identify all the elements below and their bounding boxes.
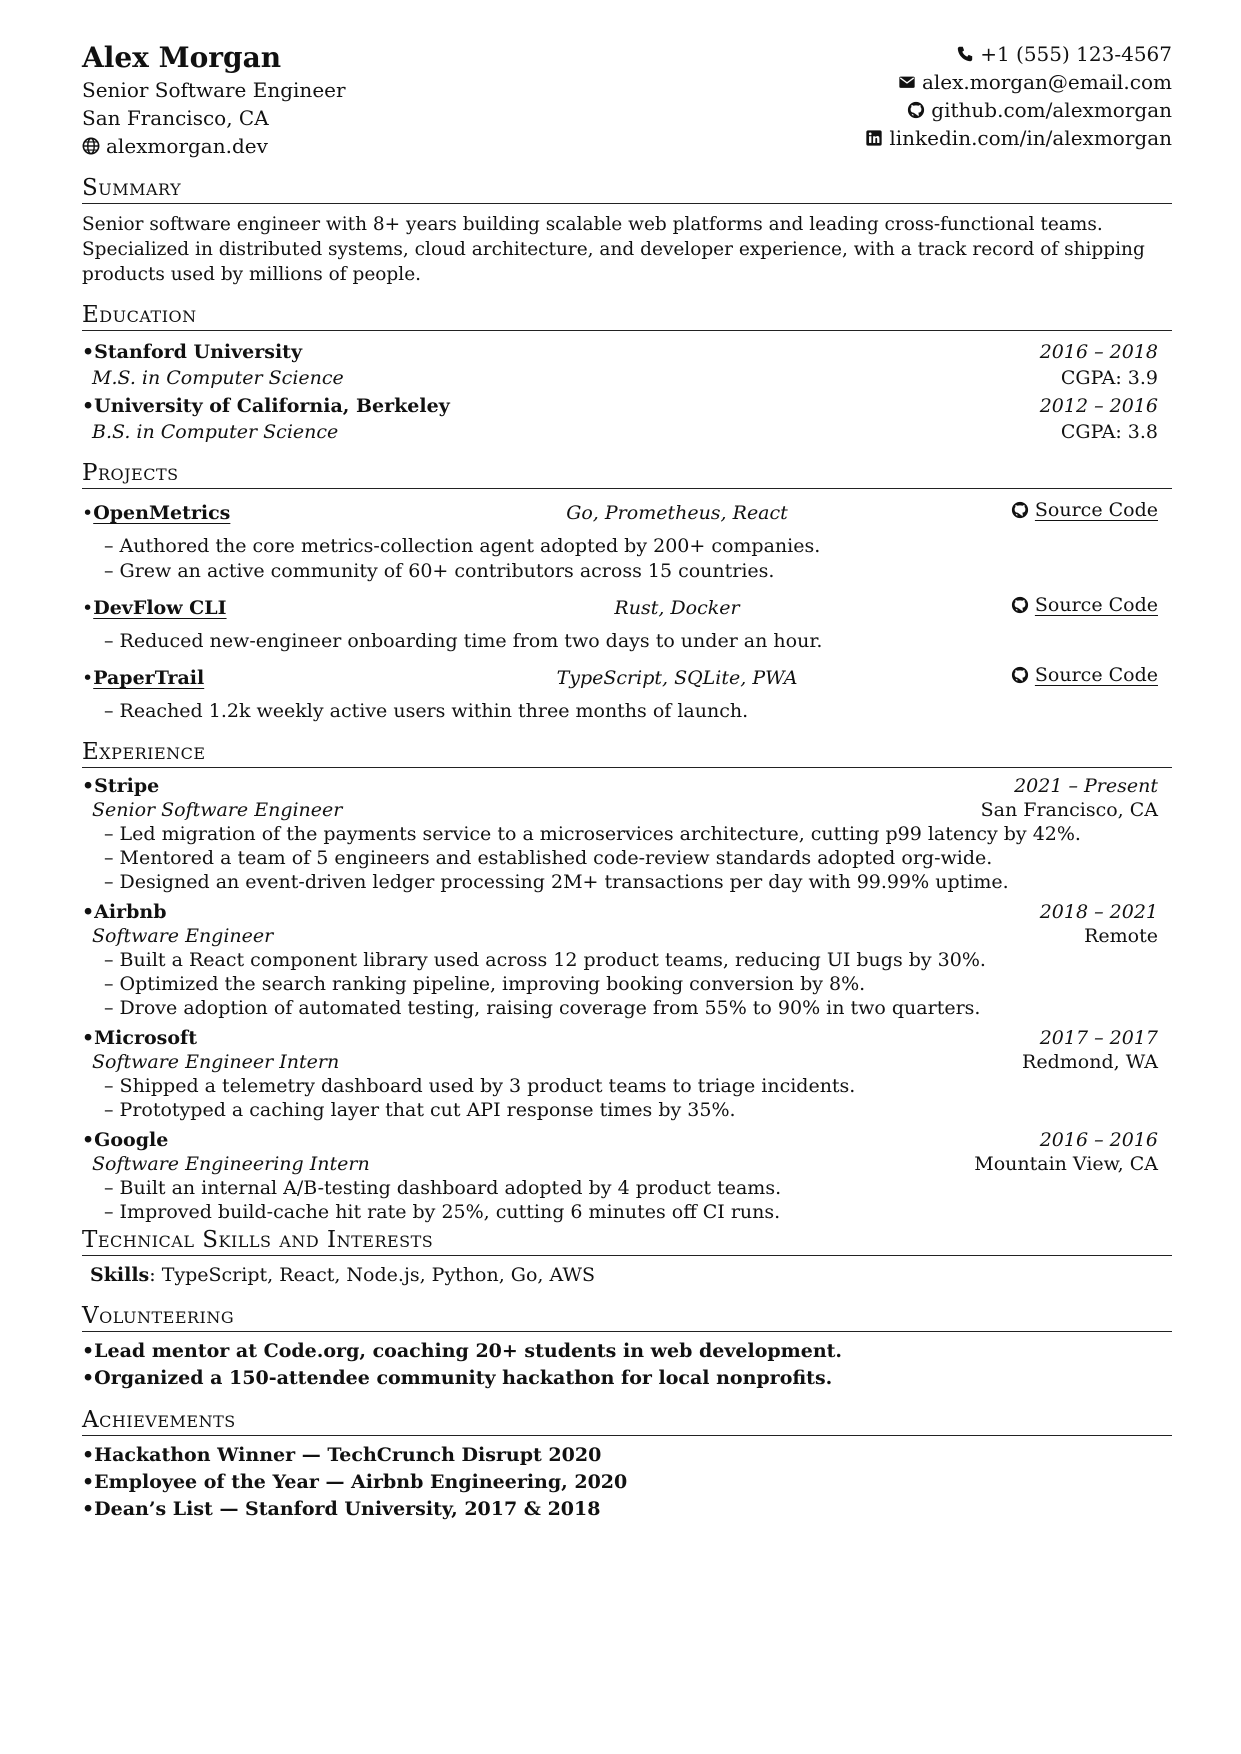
- github-link[interactable]: github.com/alexmorgan: [931, 98, 1172, 122]
- education-dates: 2016 – 2018: [1039, 341, 1158, 363]
- project-item: [82, 590, 1172, 654]
- bullet-point: – Shipped a telemetry dashboard used by 3 product teams to triage incidents.: [104, 1074, 1172, 1098]
- summary-text: Senior software engineer with 8+ years building scalable web platforms and leading cross-functional teams. Specialized in distributed systems, cloud architecture, and developer experience, with a track record of shipping products used by millions of people.: [82, 214, 1145, 285]
- degree: B.S. in Computer Science: [92, 421, 339, 443]
- project-tech: Go, Prometheus, React: [566, 502, 788, 524]
- job-location: Mountain View, CA: [974, 1153, 1158, 1175]
- source-code-link[interactable]: Source Code: [1034, 594, 1158, 616]
- experience-item: [82, 900, 1172, 1020]
- project-tech: Rust, Docker: [614, 597, 740, 619]
- project-name[interactable]: PaperTrail: [93, 667, 205, 689]
- project-item: [82, 660, 1172, 724]
- section-title-summary: Summary: [82, 174, 1172, 204]
- bullet-point: – Reached 1.2k weekly active users within three months of launch.: [104, 699, 1172, 724]
- degree: M.S. in Computer Science: [92, 367, 344, 389]
- experience-dates: 2017 – 2017: [1039, 1027, 1158, 1049]
- phone-line[interactable]: [865, 40, 1172, 68]
- achievement-item: • Dean’s List — Stanford University, 2017 & 2018: [82, 1496, 1172, 1523]
- bullet-point: – Grew an active community of 60+ contributors across 15 countries.: [104, 559, 1172, 584]
- section-title-experience: Experience: [82, 738, 1172, 768]
- section-title-volunteering: Volunteering: [82, 1302, 1172, 1332]
- skills-label: Skills: [90, 1264, 150, 1286]
- project-item: [82, 495, 1172, 584]
- bullet-point: – Prototyped a caching layer that cut API response times by 35%.: [104, 1098, 1172, 1122]
- experience-points: [82, 948, 1172, 1020]
- achievement-item: • Employee of the Year — Airbnb Engineering, 2020: [82, 1469, 1172, 1496]
- linkedin-link[interactable]: linkedin.com/in/alexmorgan: [889, 126, 1172, 150]
- experience-dates: 2016 – 2016: [1039, 1129, 1158, 1151]
- bullet-point: – Led migration of the payments service to a microservices architecture, cutting p99 latency by 42%.: [104, 822, 1172, 846]
- header-left: [82, 40, 346, 160]
- bullet-point: – Designed an event-driven ledger processing 2M+ transactions per day with 99.99% uptime.: [104, 870, 1172, 894]
- section-title-education: Education: [82, 301, 1172, 331]
- resume-page: [82, 40, 1172, 1523]
- company-name: •Microsoft: [82, 1027, 197, 1049]
- project-points: [82, 629, 1172, 654]
- job-role: Senior Software Engineer: [92, 799, 343, 821]
- website-line[interactable]: [82, 132, 346, 160]
- website-link[interactable]: alexmorgan.dev: [106, 134, 268, 158]
- job-location: Redmond, WA: [1022, 1051, 1158, 1073]
- school-name: •Stanford University: [82, 341, 302, 363]
- volunteering-item: • Organized a 150-attendee community hackathon for local nonprofits.: [82, 1365, 1172, 1392]
- job-role: Software Engineer: [92, 925, 274, 947]
- volunteering-list: [82, 1338, 1172, 1392]
- github-icon: [907, 101, 925, 119]
- experience-dates: 2018 – 2021: [1039, 901, 1158, 923]
- experience-item: [82, 774, 1172, 894]
- company-name: •Airbnb: [82, 901, 167, 923]
- section-title-achievements: Achievements: [82, 1406, 1172, 1436]
- skills-value: : TypeScript, React, Node.js, Python, Go, AWS: [149, 1264, 595, 1286]
- candidate-location: San Francisco, CA: [82, 106, 269, 130]
- project-name[interactable]: OpenMetrics: [93, 502, 231, 524]
- source-code-link[interactable]: Source Code: [1034, 499, 1158, 521]
- volunteering-item: • Lead mentor at Code.org, coaching 20+ students in web development.: [82, 1338, 1172, 1365]
- email-line[interactable]: [865, 68, 1172, 96]
- header-right: [865, 40, 1172, 160]
- achievement-item: • Hackathon Winner — TechCrunch Disrupt 2020: [82, 1442, 1172, 1469]
- education-item: [82, 393, 1172, 445]
- project-points: [82, 699, 1172, 724]
- github-line[interactable]: [865, 96, 1172, 124]
- job-role: Software Engineering Intern: [92, 1153, 370, 1175]
- github-icon: [1011, 501, 1029, 519]
- company-name: •Stripe: [82, 775, 160, 797]
- bullet-point: – Optimized the search ranking pipeline, improving booking conversion by 8%.: [104, 972, 1172, 996]
- envelope-icon: [898, 73, 916, 91]
- experience-points: [82, 822, 1172, 894]
- candidate-title: Senior Software Engineer: [82, 78, 346, 102]
- github-icon: [1011, 666, 1029, 684]
- project-name[interactable]: DevFlow CLI: [93, 597, 227, 619]
- section-title-projects: Projects: [82, 459, 1172, 489]
- gpa: CGPA: 3.8: [1060, 421, 1158, 443]
- source-code-link[interactable]: Source Code: [1034, 664, 1158, 686]
- bullet-point: – Mentored a team of 5 engineers and established code-review standards adopted org-wide.: [104, 846, 1172, 870]
- linkedin-line[interactable]: [865, 124, 1172, 152]
- experience-dates: 2021 – Present: [1014, 775, 1158, 797]
- github-icon: [1011, 596, 1029, 614]
- skills-line: [82, 1262, 1172, 1288]
- phone-number[interactable]: +1 (555) 123-4567: [980, 42, 1172, 66]
- email-link[interactable]: alex.morgan@email.com: [921, 70, 1172, 94]
- experience-item: [82, 1128, 1172, 1224]
- school-name: •University of California, Berkeley: [82, 395, 450, 417]
- bullet-point: – Built a React component library used across 12 product teams, reducing UI bugs by 30%.: [104, 948, 1172, 972]
- linkedin-icon: [865, 129, 883, 147]
- job-location: San Francisco, CA: [980, 799, 1158, 821]
- education-item: [82, 339, 1172, 391]
- gpa: CGPA: 3.9: [1060, 367, 1158, 389]
- bullet-point: – Reduced new-engineer onboarding time from two days to under an hour.: [104, 629, 1172, 654]
- education-dates: 2012 – 2016: [1039, 395, 1158, 417]
- experience-item: [82, 1026, 1172, 1122]
- experience-points: [82, 1074, 1172, 1122]
- resume-header: [82, 40, 1172, 160]
- globe-icon: [82, 137, 100, 155]
- phone-icon: [956, 45, 974, 63]
- company-name: •Google: [82, 1129, 169, 1151]
- bullet-point: – Built an internal A/B-testing dashboard adopted by 4 product teams.: [104, 1176, 1172, 1200]
- job-location: Remote: [1084, 925, 1158, 947]
- experience-points: [82, 1176, 1172, 1224]
- bullet-point: – Improved build-cache hit rate by 25%, cutting 6 minutes off CI runs.: [104, 1200, 1172, 1224]
- achievements-list: [82, 1442, 1172, 1523]
- project-tech: TypeScript, SQLite, PWA: [556, 667, 798, 689]
- section-title-skills: Technical Skills and Interests: [82, 1226, 1172, 1256]
- bullet-point: – Drove adoption of automated testing, raising coverage from 55% to 90% in two quarters.: [104, 996, 1172, 1020]
- bullet-point: – Authored the core metrics-collection agent adopted by 200+ companies.: [104, 534, 1172, 559]
- candidate-name: Alex Morgan: [82, 41, 282, 74]
- project-points: [82, 534, 1172, 584]
- job-role: Software Engineer Intern: [92, 1051, 340, 1073]
